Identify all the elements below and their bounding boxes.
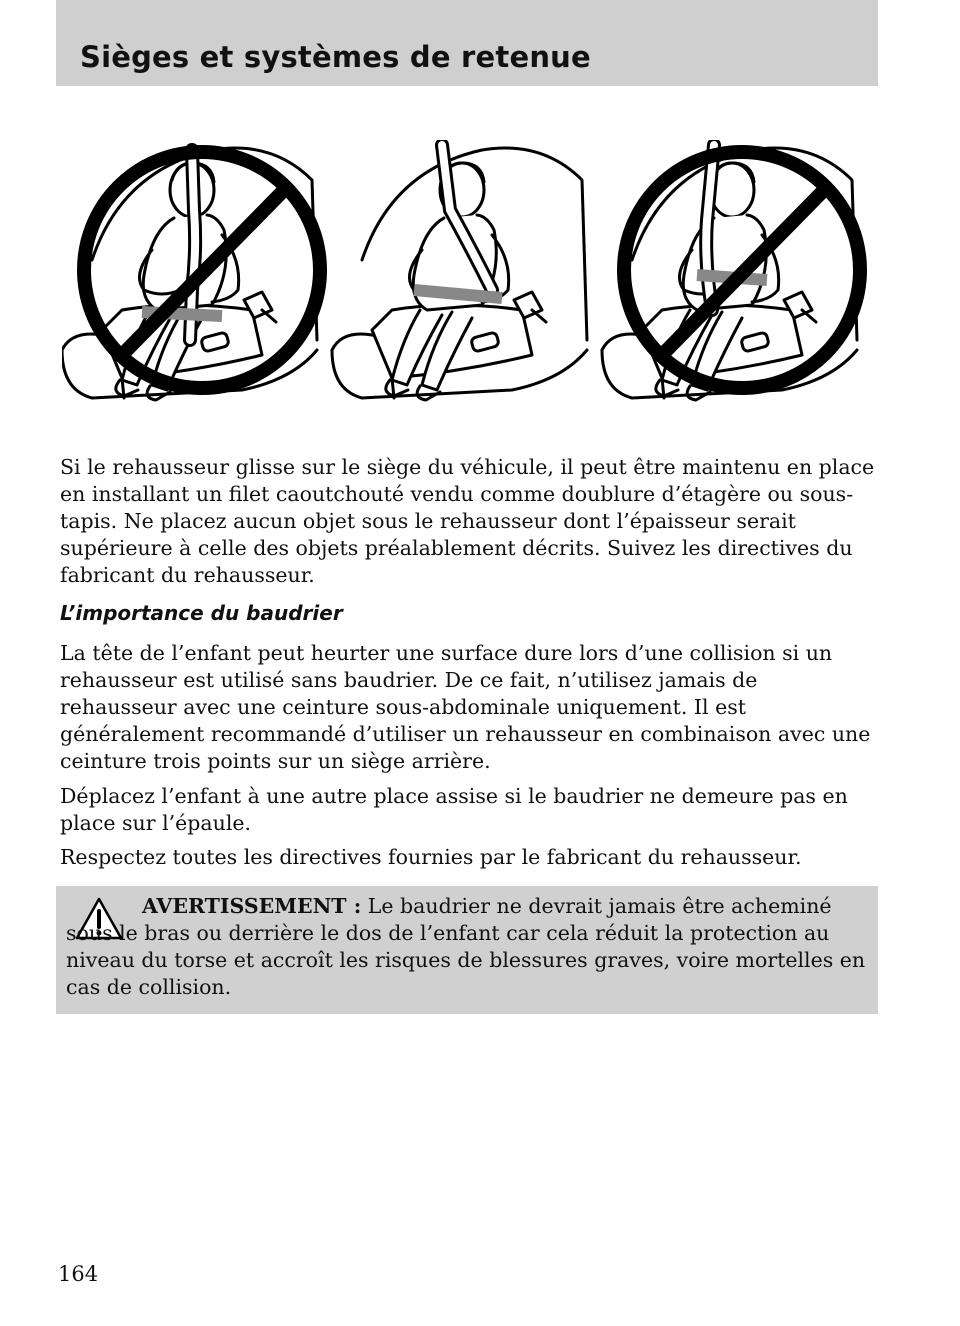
page-number: 164 [58,1262,99,1286]
paragraph-booster-slipping: Si le rehausseur glisse sur le siège du véhicule, il peut être maintenu en place en installant un filet caoutchouté vendu comme doublure d’étagère ou sous-tapis. Ne placez aucun objet sous le rehausseur dont l’épaisseur serait supérieure à celle des objets préalablement décrits. Suivez les directives du fabricant du rehausseur. [60,455,875,587]
section-heading: L’importance du baudrier [60,601,343,625]
warning-text [66,893,866,1001]
booster-seat-illustrations [62,140,872,420]
paragraph-follow-instructions: Respectez toutes les directives fournies par le fabricant du rehausseur. [60,845,802,869]
warning-label: AVERTISSEMENT : [142,894,362,918]
page-title: Sièges et systèmes de retenue [80,40,591,74]
paragraph-move-child: Déplacez l’enfant à une autre place assise si le baudrier ne demeure pas en place sur l’épaule. [60,784,848,835]
paragraph-shoulder-belt-importance: La tête de l’enfant peut heurter une surface dure lors d’une collision si un rehausseur est utilisé sans baudrier. De ce fait, n’utilisez jamais de rehausseur avec une ceinture sous-abdominale uniquement. Il est généralement recommandé d’utiliser un rehausseur en combinaison avec une ceinture trois points sur un siège arrière. [60,641,871,773]
warning-message: Le baudrier ne devrait jamais être acheminé sous le bras ou derrière le dos de l’enfant car cela réduit la protection au niveau du torse et accroît les risques de blessures graves, voire mortelles en cas de collision. [66,894,866,999]
